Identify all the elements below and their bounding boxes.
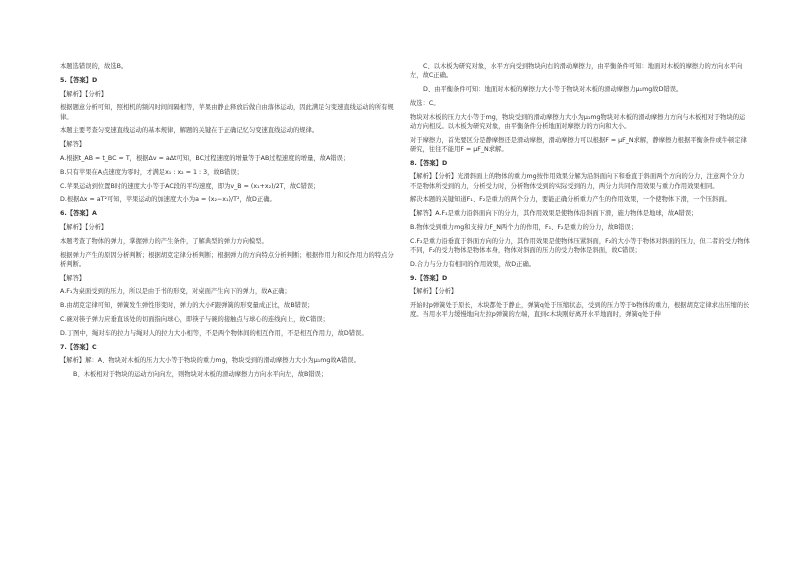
left-paragraph: 5.【答案】D [60, 76, 98, 84]
left-paragraph: B、木板相对于物块的运动方向向左，则物块对木板的滑动摩擦力方向水平向左，故B错误； [73, 371, 328, 379]
left-paragraph: C.碗对筷子弹力应垂直该处的切面指向球心，即筷子与碗的接触点与球心的连线向上，故C错误； [60, 315, 329, 323]
left-paragraph: 【解析】【分析】 [60, 223, 108, 231]
right-paragraph: 对于摩擦力，首先要区分是静摩擦还是滑动摩擦，滑动摩擦力可以根据F = μF_N求解，静摩擦力根据平衡条件或牛顿定律研究，往往不能用F = μF_N求解。 [410, 136, 747, 153]
right-column [410, 62, 750, 324]
right-paragraph: 【解析】【分析】 [410, 288, 458, 296]
left-paragraph: B.由胡克定律可知，弹簧发生弹性形变时，弹力的大小F跟弹簧的形变量成正比，故B错误； [60, 302, 314, 310]
left-paragraph: 【解析】解：A、物块对木板的压力大小等于物块的重力mg，物块受到的滑动摩擦力大小为μ₁mg故A错误。 [60, 357, 360, 365]
left-paragraph: 根据题意分析可知，照相机的频闪时间间隔相等，苹果由静止释放后做自由落体运动，因此满足匀变速直线运动的所有规律。 [60, 104, 394, 121]
right-paragraph: 解决本题的关键知道F₁、F₂是重力的两个分力，要能正确分析重力产生的作用效果，一个使物体下滑，一个压斜面。 [410, 196, 731, 204]
right-paragraph: 【解析】【分析】光滑斜面上的物体的重力mg按作用效果分解为沿斜面向下和垂直于斜面两个方向的分力，注意两个分力不是物体所受到的力，分析受力时，分析物体受到的实际受到的力，两分力共同作用效果与重力作用效果相同。 [410, 173, 745, 190]
right-paragraph: D.合力与分力有相同的作用效果，故D正确。 [410, 260, 536, 268]
right-paragraph: C.F₂是重力沿垂直于斜面方向的分力，其作用效果是使物体压紧斜面，F₂的大小等于物体对斜面的压力，但二者的受力物体不同，F₂的受力物体是物体本身，物体对斜面的压力的受力物体是斜面，故C错误； [410, 237, 750, 254]
left-paragraph: 【解答】 [60, 274, 86, 282]
left-paragraph: A.F₁为桌面受到的压力，所以是由于书的形变，对桌面产生向下的弹力，故A正确； [60, 288, 291, 296]
right-paragraph: 物块对木板的压力大小等于mg，物块受到的滑动摩擦力大小为μ₁mg物块对木板的滑动摩擦力方向与木板相对于物块的运动方向相反。以木板为研究对象，由平衡条件分析地面对摩擦力的方向和大小。 [410, 113, 746, 130]
left-paragraph: D.丁图中，绳对车的拉力与绳对人的拉力大小相等，不是两个物体间的相互作用，不是相互作用力，故D错误。 [60, 329, 368, 337]
left-paragraph: 【解析】【分析】 [60, 90, 108, 98]
left-paragraph: 【解答】 [60, 141, 86, 149]
left-paragraph: 根据弹力产生的原因分析判断；根据胡克定律分析判断；根据弹力的方向特点分析判断；根据作用力和反作用力的特点分析判断。 [60, 251, 394, 268]
right-paragraph: B.物体受到重力mg和支持力F_N两个力的作用，F₁、F₂是重力的分力，故B错误； [410, 223, 638, 231]
left-column [60, 62, 400, 384]
left-paragraph: 本题考查了物体的弹力，掌握弹力的产生条件，了解典型的弹力方向模型。 [60, 237, 268, 245]
right-paragraph: 故选：C。 [410, 99, 440, 107]
left-paragraph: 7.【答案】C [60, 343, 97, 351]
right-paragraph: 8.【答案】D [410, 159, 448, 167]
right-paragraph: C、以木板为研究对象，水平方向受到物块向右的滑动摩擦力，由平衡条件可知：地面对木板的摩擦力的方向水平向左，故C正确。 [410, 63, 743, 80]
left-paragraph: 6.【答案】A [60, 210, 97, 218]
right-paragraph: 开始时p弹簧处于原长，木块都处于静止，弹簧q处于压缩状态，受到的压力等于b物体的重力，根据胡克定律求出压缩的长度。当用水平力缓慢地向左拉p弹簧的左端，直到c木块刚好离开水平地面时，弹簧q处于伸 [410, 302, 750, 319]
right-paragraph: 【解答】A.F₁是重力沿斜面向下的分力，其作用效果是使物体沿斜面下滑，施力物体是地球，故A错误； [410, 210, 698, 218]
left-paragraph: A.根据t_AB = t_BC = T，根据Δv = aΔt可知，BC过程速度的增量等于AB过程速度的增量，故A错误； [60, 154, 350, 162]
left-paragraph: 本题选错误的，故选B。 [60, 63, 128, 70]
right-paragraph: 9.【答案】D [410, 274, 448, 282]
right-paragraph: D、由平衡条件可知：地面对木板的摩擦力大小等于物块对木板的滑动摩擦力μ₁mg故D错误。 [423, 86, 683, 93]
left-paragraph: D.根据Δx = aT²可知，苹果运动的加速度大小为a = (x₂−x₁)/T²，故D正确。 [60, 196, 276, 204]
left-paragraph: B.只有苹果在A点速度为零时，才满足x₁ : x₂ = 1 : 3，故B错误； [60, 168, 243, 176]
left-paragraph: C.苹果运动到位置B时的速度大小等于AC段的平均速度，即为v_B = (x₁+x₂)/2T，故C错误； [60, 182, 320, 190]
left-paragraph: 本题主要考查匀变速直线运动的基本规律，解题的关键在于正确记忆匀变速直线运动的规律。 [60, 127, 319, 135]
